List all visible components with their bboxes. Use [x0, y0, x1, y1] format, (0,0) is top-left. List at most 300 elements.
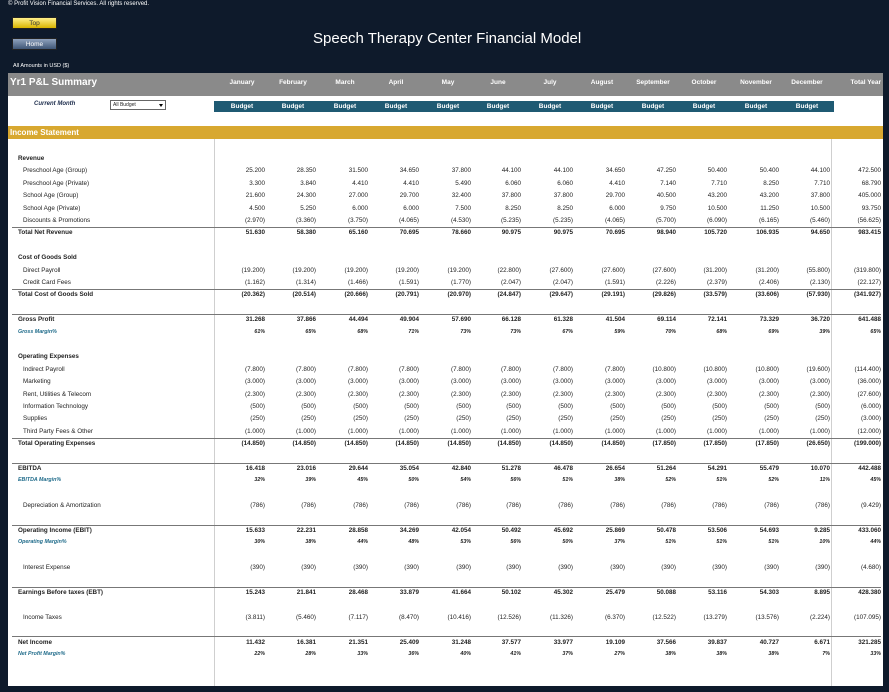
cell-value: 47.250	[656, 167, 676, 175]
table-row	[8, 364, 883, 376]
cell-value: 11.250	[760, 204, 779, 212]
table-row	[8, 153, 883, 165]
cell-value: 31.248	[451, 638, 471, 646]
cell-value: (786)	[815, 502, 830, 510]
cell-value: 50%	[562, 539, 573, 546]
cell-value: (786)	[250, 502, 265, 510]
cell-value: 54.291	[707, 465, 727, 472]
cell-value: 43.200	[707, 192, 727, 200]
cell-value: (250)	[764, 415, 779, 423]
row-label: Preschool Age (Private)	[23, 179, 90, 187]
budget-label: Budget	[590, 103, 614, 110]
cell-value: (17.850)	[755, 440, 779, 448]
row-label: EBITDA Margin%	[18, 477, 62, 484]
cell-value: 21.600	[245, 192, 265, 200]
budget-label: Budget	[538, 103, 562, 110]
cell-value: (20.970)	[447, 291, 471, 299]
cell-value: (250)	[815, 415, 830, 423]
cell-value: 9.750	[660, 204, 676, 212]
cell-value: 37%	[614, 539, 625, 546]
cell-value: (2.300)	[605, 390, 625, 398]
cell-value: 38%	[614, 477, 625, 484]
table-row	[8, 252, 883, 264]
table-row	[8, 649, 883, 661]
cell-value: 11%	[819, 477, 830, 484]
cell-value: 50%	[408, 477, 419, 484]
cell-value: 4.410	[352, 179, 368, 187]
cell-value: 6.000	[609, 204, 625, 212]
cell-value: 40.727	[759, 638, 779, 646]
cell-value: (14.850)	[241, 440, 265, 448]
cell-value: 29.700	[605, 192, 625, 200]
row-label: Third Party Fees & Other	[23, 427, 93, 435]
cell-value: 54.303	[759, 589, 779, 596]
cell-value: 42.840	[451, 465, 471, 472]
cell-value: 33%	[870, 651, 881, 657]
cell-value: 433.060	[858, 527, 881, 534]
cell-value: 40%	[460, 651, 471, 657]
cell-value: (31.200)	[755, 266, 779, 274]
cell-value: (3.000)	[707, 378, 727, 386]
month-header: August	[590, 79, 614, 86]
cell-value: 10.500	[810, 204, 830, 212]
cell-value: 29.700	[399, 192, 419, 200]
cell-value: 28.468	[348, 589, 368, 596]
cell-value: 37.800	[810, 192, 830, 200]
cell-value: (36.000)	[857, 378, 881, 386]
table-row	[8, 475, 883, 487]
cell-value: 65.160	[348, 229, 368, 237]
top-button[interactable]: Top	[12, 17, 57, 29]
cell-value: (3.000)	[399, 378, 419, 386]
cell-value: (2.300)	[501, 390, 521, 398]
cell-value: (2.970)	[245, 217, 265, 224]
summary-title: Yr1 P&L Summary	[10, 77, 98, 88]
cell-value: (26.650)	[806, 440, 830, 448]
cell-value: (19.600)	[806, 365, 830, 373]
table-row	[8, 314, 883, 326]
cell-value: (4.065)	[605, 217, 625, 224]
cell-value: (3.000)	[605, 378, 625, 386]
cell-value: (56.625)	[857, 217, 881, 224]
current-month-select[interactable]	[110, 100, 166, 110]
cell-value: 51.264	[656, 465, 676, 472]
cell-value: (4.065)	[399, 217, 419, 224]
cell-value: (31.200)	[703, 266, 727, 274]
cell-value: 37%	[562, 651, 573, 657]
cell-value: 70.695	[399, 229, 419, 237]
cell-value: 42.054	[451, 527, 471, 534]
table-row	[8, 426, 883, 438]
table-row	[8, 178, 883, 190]
table-row	[8, 351, 883, 363]
cell-value: (27.600)	[857, 390, 881, 398]
budget-label: Budget	[641, 103, 665, 110]
copyright-text: © Profit Vision Financial Services. All rights reserved.	[8, 1, 150, 7]
cell-value: 41%	[510, 651, 521, 657]
cell-value: (1.000)	[553, 427, 573, 435]
cell-value: 50.400	[759, 167, 779, 175]
cell-value: (3.360)	[296, 217, 316, 224]
cell-value: (27.600)	[601, 266, 625, 274]
cell-value: (500)	[661, 403, 676, 410]
row-label: Depreciation & Amortization	[23, 502, 101, 510]
amounts-note: All Amounts in USD ($)	[13, 63, 70, 69]
row-label: Total Net Revenue	[18, 229, 73, 237]
cell-value: (3.000)	[501, 378, 521, 386]
cell-value: 442.488	[858, 465, 881, 472]
cell-value: (786)	[301, 502, 316, 510]
table-row	[8, 327, 883, 339]
cell-value: (786)	[610, 502, 625, 510]
cell-value: (500)	[764, 403, 779, 410]
cell-value: (10.800)	[755, 365, 779, 373]
current-month-row	[8, 96, 883, 112]
cell-value: (2.047)	[553, 279, 573, 286]
cell-value: 9.285	[814, 527, 830, 534]
table-row	[8, 277, 883, 289]
cell-value: (3.000)	[348, 378, 368, 386]
row-label: Indirect Payroll	[23, 365, 65, 373]
cell-value: 65%	[870, 328, 881, 335]
total-rule	[12, 525, 881, 526]
cell-value: (786)	[456, 502, 471, 510]
cell-value: 19.109	[605, 638, 625, 646]
pl-summary-sheet	[8, 73, 883, 686]
cell-value: 6.060	[557, 179, 573, 187]
cell-value: (1.000)	[656, 427, 676, 435]
cell-value: (390)	[250, 564, 265, 572]
cell-value: 22%	[254, 651, 265, 657]
cell-value: 57.690	[451, 316, 471, 324]
cell-value: 3.300	[249, 179, 265, 187]
cell-value: 78.660	[451, 229, 471, 237]
cell-value: (55.800)	[806, 266, 830, 274]
cell-value: (199.000)	[854, 440, 881, 448]
row-label: Discounts & Promotions	[23, 217, 91, 224]
table-row	[8, 612, 883, 624]
cell-value: (10.416)	[447, 613, 471, 621]
cell-value: (2.300)	[399, 390, 419, 398]
cell-value: 983.415	[858, 229, 881, 237]
cell-value: (9.429)	[861, 502, 881, 510]
cell-value: (2.379)	[707, 279, 727, 286]
cell-value: 7.710	[814, 179, 830, 187]
cell-value: 38%	[716, 651, 727, 657]
cell-value: 6.060	[505, 179, 521, 187]
table-row	[8, 289, 883, 301]
cell-value: (5.460)	[810, 217, 830, 224]
cell-value: 45.692	[553, 527, 573, 534]
cell-value: 10%	[819, 539, 830, 546]
cell-value: 44%	[870, 539, 881, 546]
cell-value: 5.490	[455, 179, 471, 187]
cell-value: (1.591)	[605, 279, 625, 286]
cell-value: (5.460)	[296, 613, 316, 621]
cell-value: (500)	[712, 403, 727, 410]
row-label: Interest Expense	[23, 564, 71, 572]
row-label: Total Cost of Goods Sold	[18, 291, 94, 299]
row-label: Gross Profit	[18, 316, 55, 324]
cell-value: 61%	[254, 328, 265, 335]
table-row	[8, 401, 883, 413]
row-label: Preschool Age (Group)	[23, 167, 88, 175]
cell-value: 7%	[822, 651, 830, 657]
cell-value: 54%	[460, 477, 471, 484]
cell-value: (500)	[456, 403, 471, 410]
cell-value: 45%	[870, 477, 881, 484]
cell-value: 6.000	[403, 204, 419, 212]
cell-value: (12.000)	[857, 427, 881, 435]
table-row	[8, 165, 883, 177]
cell-value: (2.300)	[348, 390, 368, 398]
table-row	[8, 500, 883, 512]
cell-value: (390)	[764, 564, 779, 572]
cell-value: (250)	[456, 415, 471, 423]
cell-value: 15.243	[245, 589, 265, 596]
cell-value: 37.866	[296, 316, 316, 324]
row-label: Revenue	[18, 155, 45, 162]
table-row	[8, 215, 883, 227]
cell-value: 38%	[665, 651, 676, 657]
budget-label: Budget	[281, 103, 305, 110]
cell-value: 44%	[357, 539, 368, 546]
cell-value: (107.095)	[854, 613, 881, 621]
cell-value: 28.858	[348, 527, 368, 534]
cell-value: 8.895	[814, 589, 830, 596]
cell-value: (390)	[404, 564, 419, 572]
cell-value: (2.300)	[810, 390, 830, 398]
cell-value: (3.000)	[759, 378, 779, 386]
chevron-down-icon	[159, 104, 163, 107]
row-label: School Age (Private)	[23, 204, 81, 212]
cell-value: 90.975	[553, 229, 573, 237]
total-rule	[12, 463, 881, 464]
cell-value: (7.800)	[296, 365, 316, 373]
cell-value: 33.977	[553, 638, 573, 646]
cell-value: 44.100	[553, 167, 573, 175]
cell-value: (29.826)	[652, 291, 676, 299]
cell-value: (1.770)	[451, 279, 471, 286]
cell-value: (500)	[506, 403, 521, 410]
row-label: Marketing	[23, 378, 51, 386]
cell-value: 428.380	[858, 589, 881, 596]
table-row	[8, 240, 883, 252]
cell-value: 24.300	[296, 192, 316, 200]
cell-value: (5.235)	[553, 217, 573, 224]
cell-value: (114.400)	[854, 365, 881, 373]
row-label: Gross Margin%	[18, 328, 57, 335]
cell-value: (1.000)	[399, 427, 419, 435]
month-header: September	[636, 79, 670, 86]
cell-value: 72.141	[707, 316, 727, 324]
row-label: EBITDA	[18, 465, 42, 472]
cell-value: (1.000)	[759, 427, 779, 435]
month-header: January	[229, 79, 255, 86]
cell-value: (2.047)	[501, 279, 521, 286]
cell-value: 66.128	[501, 316, 521, 324]
header-band	[8, 73, 883, 96]
cell-value: 44.100	[501, 167, 521, 175]
cell-value: 59%	[614, 328, 625, 335]
month-header: May	[441, 79, 455, 86]
cell-value: (1.162)	[245, 279, 265, 286]
table-row	[8, 339, 883, 351]
cell-value: (4.530)	[451, 217, 471, 224]
cell-value: 73%	[460, 328, 471, 335]
cell-value: (7.800)	[553, 365, 573, 373]
cell-value: (500)	[301, 403, 316, 410]
cell-value: (786)	[661, 502, 676, 510]
cell-value: 35.054	[399, 465, 419, 472]
cell-value: (17.850)	[703, 440, 727, 448]
cell-value: 69.114	[657, 316, 676, 324]
cell-value: (250)	[661, 415, 676, 423]
month-header: June	[490, 79, 506, 86]
row-label: Credit Card Fees	[23, 279, 71, 286]
cell-value: 56%	[510, 539, 521, 546]
cell-value: (2.224)	[810, 613, 830, 621]
cell-value: (10.800)	[703, 365, 727, 373]
cell-value: 16.381	[296, 638, 316, 646]
income-statement-band	[8, 126, 883, 139]
cell-value: 105.720	[704, 229, 727, 237]
cell-value: (14.850)	[549, 440, 573, 448]
cell-value: (500)	[815, 403, 830, 410]
cell-value: (500)	[353, 403, 368, 410]
cell-value: 37.800	[501, 192, 521, 200]
cell-value: 49.904	[399, 316, 419, 324]
cell-value: (1.000)	[707, 427, 727, 435]
cell-value: 52%	[665, 477, 676, 484]
cell-value: 69%	[768, 328, 779, 335]
cell-value: (1.000)	[501, 427, 521, 435]
cell-value: 65%	[305, 328, 316, 335]
table-row	[8, 451, 883, 463]
cell-value: (390)	[661, 564, 676, 572]
cell-value: 55.479	[759, 465, 779, 472]
cell-value: 54.693	[759, 527, 779, 534]
row-label: Net Income	[18, 638, 52, 646]
table-row	[8, 227, 883, 239]
cell-value: 25.479	[605, 589, 625, 596]
cell-value: 641.488	[858, 316, 881, 324]
cell-value: 26.654	[605, 465, 625, 472]
cell-value: (33.606)	[755, 291, 779, 299]
cell-value: (3.000)	[810, 378, 830, 386]
cell-value: 51.630	[245, 229, 265, 237]
cell-value: (3.000)	[861, 415, 881, 423]
cell-value: (250)	[506, 415, 521, 423]
cell-value: 321.285	[858, 638, 881, 646]
cell-value: (250)	[712, 415, 727, 423]
cell-value: 6.671	[814, 638, 830, 646]
cell-value: 56%	[510, 477, 521, 484]
month-header: July	[543, 79, 557, 86]
table-row	[8, 463, 883, 475]
cell-value: 5.250	[300, 204, 316, 212]
cell-value: (2.130)	[810, 279, 830, 286]
table-row	[8, 562, 883, 574]
table-row	[8, 599, 883, 611]
row-label: School Age (Group)	[23, 192, 79, 200]
cell-value: (22.127)	[857, 279, 881, 286]
cell-value: 7.710	[711, 179, 727, 187]
cell-value: 73.329	[759, 316, 779, 324]
month-header: October	[691, 79, 717, 86]
cell-value: (6.000)	[861, 403, 881, 410]
month-header: Total Year	[850, 79, 881, 86]
cell-value: (13.576)	[755, 613, 779, 621]
cell-value: 68%	[357, 328, 368, 335]
cell-value: (3.750)	[348, 217, 368, 224]
cell-value: (19.200)	[447, 266, 471, 274]
cell-value: (17.850)	[652, 440, 676, 448]
cell-value: 25.869	[605, 527, 625, 534]
cell-value: 106.935	[756, 229, 779, 237]
table-row	[8, 302, 883, 314]
budget-label: Budget	[486, 103, 510, 110]
budget-label: Budget	[692, 103, 716, 110]
cell-value: (29.647)	[549, 291, 573, 299]
home-button[interactable]: Home	[12, 38, 57, 50]
cell-value: 51%	[768, 539, 779, 546]
cell-value: (786)	[712, 502, 727, 510]
cell-value: 32.400	[451, 192, 471, 200]
cell-value: (14.850)	[447, 440, 471, 448]
cell-value: (2.226)	[656, 279, 676, 286]
cell-value: (10.800)	[652, 365, 676, 373]
table-row	[8, 389, 883, 401]
budget-label: Budget	[230, 103, 254, 110]
cell-value: 11.432	[246, 638, 265, 646]
cell-value: 34.650	[399, 167, 419, 175]
cell-value: 36%	[408, 651, 419, 657]
cell-value: (14.850)	[497, 440, 521, 448]
cell-value: (500)	[610, 403, 625, 410]
cell-value: (11.326)	[550, 613, 573, 621]
cell-value: (500)	[404, 403, 419, 410]
cell-value: 50.400	[707, 167, 727, 175]
total-rule	[12, 587, 881, 588]
budget-label: Budget	[795, 103, 819, 110]
row-label: Supplies	[23, 415, 48, 423]
row-label: Direct Payroll	[23, 266, 61, 274]
cell-value: 25.409	[399, 638, 419, 646]
row-label: Earnings Before taxes (EBT)	[18, 589, 104, 596]
cell-value: (7.800)	[605, 365, 625, 373]
cell-value: (7.800)	[501, 365, 521, 373]
cell-value: 37.577	[501, 638, 521, 646]
table-row	[8, 376, 883, 388]
cell-value: 7.140	[660, 179, 676, 187]
current-month-label: Current Month	[34, 101, 76, 107]
table-row	[8, 587, 883, 599]
cell-value: 30%	[254, 539, 265, 546]
cell-value: 8.250	[505, 204, 521, 212]
cell-value: (1.000)	[810, 427, 830, 435]
cell-value: (19.200)	[241, 266, 265, 274]
cell-value: 68%	[716, 328, 727, 335]
cell-value: 38%	[768, 651, 779, 657]
total-rule	[12, 227, 881, 228]
cell-value: (6.165)	[759, 217, 779, 224]
cell-value: 39%	[305, 477, 316, 484]
cell-value: (3.000)	[656, 378, 676, 386]
cell-value: 37.800	[553, 192, 573, 200]
cell-value: (29.191)	[601, 291, 625, 299]
cell-value: (319.800)	[854, 266, 881, 274]
